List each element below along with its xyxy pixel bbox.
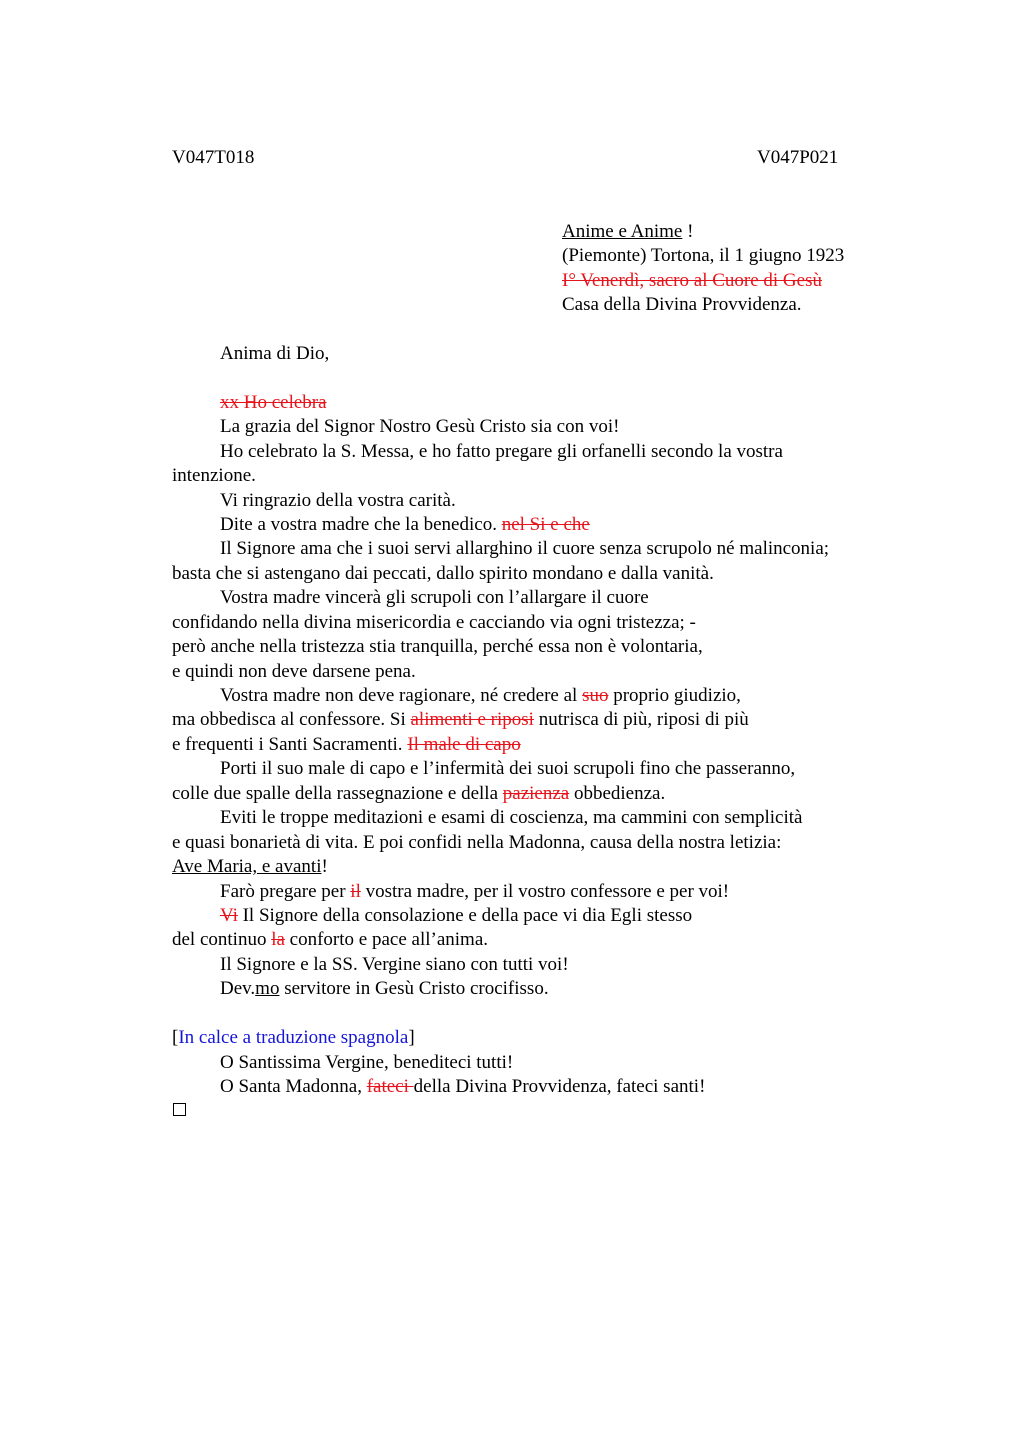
deleted-text: pazienza — [502, 783, 570, 804]
text-run: proprio giudizio, — [608, 685, 741, 706]
text-run: ma obbedisca al confessore. Si — [172, 709, 411, 730]
body-line — [172, 855, 328, 879]
deleted-text: Il male di capo — [407, 734, 521, 755]
end-marker-icon — [173, 1103, 186, 1117]
body-line: Porti il suo male di capo e l’infermità dei suoi scrupoli fino che passeranno, — [220, 758, 796, 779]
signature-line — [220, 977, 549, 1001]
body-line: però anche nella tristezza stia tranquilla, perché essa non è volontaria, — [172, 636, 703, 657]
institution-line: Casa della Divina Provvidenza. — [562, 294, 802, 315]
salutation: Anima di Dio, — [220, 343, 330, 364]
text-run: Vostra madre non deve ragionare, né credere al — [220, 685, 583, 706]
bracket: ] — [408, 1027, 415, 1048]
text-run: colle due spalle della rassegnazione e della — [172, 783, 503, 804]
body-line: Ho celebrato la S. Messa, e ho fatto pregare gli orfanelli secondo la vostra — [220, 441, 783, 462]
text-run: e frequenti i Santi Sacramenti. — [172, 734, 408, 755]
text-run: Farò pregare per — [220, 881, 351, 902]
text-run: O Santa Madonna, — [220, 1076, 367, 1097]
text-run: servitore in Gesù Cristo crocifisso. — [279, 978, 549, 999]
body-line: O Santissima Vergine, benediteci tutti! — [220, 1052, 514, 1073]
body-line — [220, 1075, 705, 1099]
editorial-note — [172, 1026, 415, 1050]
body-line: intenzione. — [172, 465, 256, 486]
body-line: Eviti le troppe meditazioni e esami di coscienza, ma cammini con semplicità — [220, 807, 803, 828]
body-line: Vostra madre vincerà gli scrupoli con l’allargare il cuore — [220, 587, 649, 608]
text-run: nutrisca di più, riposi di più — [533, 709, 749, 730]
body-line — [172, 782, 665, 806]
deleted-text: Vi — [220, 905, 238, 926]
text-run: vostra madre, per il vostro confessore e per voi! — [360, 881, 730, 902]
underlined-text: Ave Maria, e avanti — [172, 856, 322, 877]
body-line — [220, 684, 741, 708]
body-line — [172, 708, 749, 732]
body-line: confidando nella divina misericordia e cacciando via ogni tristezza; - — [172, 612, 696, 633]
deleted-text: alimenti e riposi — [410, 709, 534, 730]
deleted-text: nel Si e che — [501, 514, 590, 535]
body-line — [172, 733, 521, 757]
deleted-text: xx Ho celebra — [220, 392, 327, 413]
body-line — [220, 513, 590, 537]
document-code-right: V047P021 — [757, 147, 839, 168]
editorial-note-text: In calce a traduzione spagnola — [178, 1027, 409, 1048]
text-run: obbedienza. — [569, 783, 666, 804]
place-date: (Piemonte) Tortona, il 1 giugno 1923 — [562, 245, 845, 266]
body-line — [220, 880, 729, 904]
text-run: Dite a vostra madre che la benedico. — [220, 514, 502, 535]
letter-title-text: Anime e Anime — [562, 221, 683, 242]
text-run: ! — [321, 856, 328, 877]
bracket: [ — [172, 1027, 179, 1048]
deleted-text: suo — [582, 685, 609, 706]
body-line: e quindi non deve darsene pena. — [172, 661, 416, 682]
body-line — [172, 928, 488, 952]
underlined-text: mo — [255, 978, 280, 999]
body-line: La grazia del Signor Nostro Gesù Cristo sia con voi! — [220, 416, 620, 437]
deleted-text: fateci — [366, 1076, 414, 1097]
document-code-left: V047T018 — [172, 147, 255, 168]
body-line: basta che si astengano dai peccati, dallo spirito mondano e dalla vanità. — [172, 563, 714, 584]
text-run: Il Signore della consolazione e della pace vi dia Egli stesso — [237, 905, 693, 926]
body-line: Il Signore ama che i suoi servi allarghino il cuore senza scrupolo né malinconia; — [220, 538, 830, 559]
text-run: della Divina Provvidenza, fateci santi! — [413, 1076, 706, 1097]
deleted-text: il — [350, 881, 361, 902]
text-run: del continuo — [172, 929, 272, 950]
deleted-text: la — [271, 929, 285, 950]
text-run: Dev. — [220, 978, 256, 999]
body-line: Vi ringrazio della vostra carità. — [220, 490, 456, 511]
text-run: conforto e pace all’anima. — [284, 929, 489, 950]
letter-title-suffix: ! — [682, 221, 694, 242]
letter-title — [562, 220, 693, 244]
struck-dedication: I° Venerdì, sacro al Cuore di Gesù — [562, 270, 822, 291]
body-line — [220, 904, 692, 928]
body-line: e quasi bonarietà di vita. E poi confidi nella Madonna, causa della nostra letizia: — [172, 832, 782, 853]
body-line: Il Signore e la SS. Vergine siano con tutti voi! — [220, 954, 569, 975]
